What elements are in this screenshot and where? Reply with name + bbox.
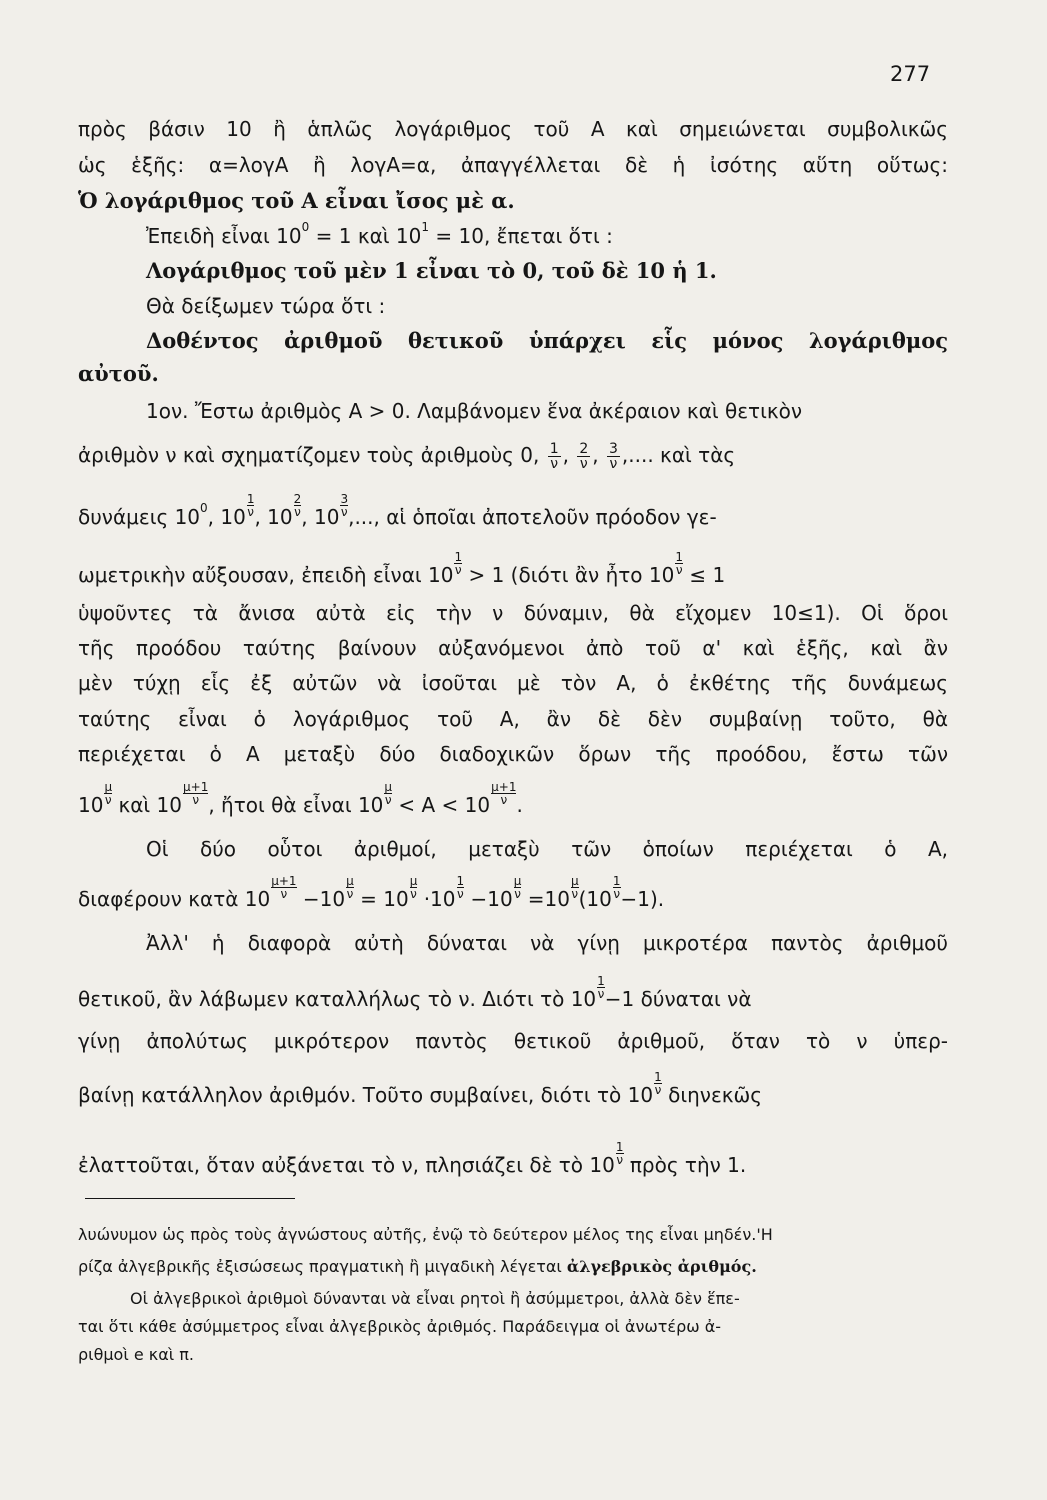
statement-line: Λογάριθμος τοῦ μὲν 1 εἶναι τὸ 0, τοῦ δὲ 10 ἡ 1. [146, 258, 717, 283]
text-line: Οἱ δύο οὗτοι ἀριθμοί, μεταξὺ τῶν ὁποίων περιέχεται ὁ Α, [146, 837, 948, 861]
text-line: δυνάμεις $10^0$, 10 $\frac{1}{\nu}$ , 10 $\frac{2}{\nu}$ , 10 $\frac{3}{\nu}$ ,..., αἱ ὁποῖαι ἀποτελοῦν πρόοδον γε- [78, 492, 717, 529]
text-line: ταύτης εἶναι ὁ λογάριθμος τοῦ Α, ἂν δὲ δὲν συμβαίνῃ τοῦτο, θὰ [78, 707, 948, 731]
text-line: θετικοῦ, ἂν λάβωμεν καταλλήλως τὸ ν. Διότι τὸ 10 $\frac{1}{\nu}$ −1 δύναται νὰ [78, 974, 752, 1011]
text-line: ὑψοῦντες τὰ ἄνισα αὐτὰ εἰς τὴν ν δύναμιν, θὰ εἴχομεν 10≤1). Οἱ ὅροι [78, 601, 948, 625]
footnote-line: λυώνυμον ὡς πρὸς τοὺς ἀγνώστους αὐτῆς, ἐνῷ τὸ δεύτερον μέλος της εἶναι μηδέν.'Η [78, 1225, 773, 1244]
fraction: $\frac{1}{\nu}$ [549, 441, 559, 472]
footnote-line: ται ὅτι κάθε ἀσύμμετρος εἶναι ἀλγεβρικὸς ἀριθμός. Παράδειγμα οἱ ἀνωτέρω ἀ- [78, 1317, 722, 1336]
footnote-divider [85, 1198, 295, 1199]
text-line: Ἀλλ' ἡ διαφορὰ αὐτὴ δύναται νὰ γίνῃ μικροτέρα παντὸς ἀριθμοῦ [146, 931, 948, 955]
text-line: ωμετρικὴν αὔξουσαν, ἐπειδὴ εἶναι 10 $\frac{1}{\nu}$ > 1 (διότι ἂν ἦτο 10 $\frac{1}{\nu}$ ≤ 1 [78, 550, 726, 587]
text-line: ὡς ἑξῆς: α=λογΑ ἢ λογΑ=α, ἀπαγγέλλεται δὲ ἡ ἰσότης αὕτη οὕτως: [78, 153, 948, 177]
footnote-line: Οἱ ἀλγεβρικοὶ ἀριθμοὶ δύνανται νὰ εἶναι ρητοὶ ἢ ἀσύμμετροι, ἀλλὰ δὲν ἕπε- [130, 1289, 740, 1308]
text-line: περιέχεται ὁ Α μεταξὺ δύο διαδοχικῶν ὅρων τῆς προόδου, ἔστω τῶν [78, 742, 948, 766]
footnote-line: ριθμοὶ e καὶ π. [78, 1345, 194, 1364]
text-line: γίνῃ ἀπολύτως μικρότερον παντὸς θετικοῦ ἀριθμοῦ, ὅταν τὸ ν ὑπερ- [78, 1029, 948, 1053]
text-line: βαίνῃ κατάλληλον ἀριθμόν. Τοῦτο συμβαίνει, διότι τὸ 10 $\frac{1}{\nu}$ διηνεκῶς [78, 1070, 763, 1107]
theorem-line: αὐτοῦ. [78, 361, 159, 386]
definition-heading: Ὁ λογάριθμος τοῦ Α εἶναι ἴσος μὲ α. [78, 188, 515, 213]
footnote-bold-term: ἀλγεβρικὸς ἀριθμός. [566, 1257, 757, 1276]
text-line: Θὰ δείξωμεν τώρα ὅτι : [146, 294, 386, 318]
text-line: ἐλαττοῦται, ὅταν αὐξάνεται τὸ ν, πλησιάζει δὲ τὸ 10 $\frac{1}{\nu}$ πρὸς τὴν 1. [78, 1140, 747, 1177]
fraction: $\frac{3}{\nu}$ [608, 441, 618, 472]
fraction: $\frac{2}{\nu}$ [579, 441, 589, 472]
text-line: 1ον. Ἔστω ἀριθμὸς Α > 0. Λαμβάνομεν ἕνα ἀκέραιον καὶ θετικὸν [146, 399, 803, 423]
text-line: 10 $\frac{\mu}{\nu}$ καὶ 10 $\frac{\mu+1}{\nu}$ , ἤτοι θὰ εἶναι 10 $\frac{\mu}{\nu}$ < Α < 10 $\frac{\mu+1}{\nu}$ . [78, 780, 523, 817]
theorem-line: Δοθέντος ἀριθμοῦ θετικοῦ ὑπάρχει εἷς μόνος λογάριθμος [146, 328, 948, 353]
text-line: ἀριθμὸν ν καὶ σχηματίζομεν τοὺς ἀριθμοὺς 0, $\frac{1}{\nu}$ , $\frac{2}{\nu}$ , $\frac{3}{\nu}$ ,.... καὶ τὰς [78, 441, 736, 472]
text-line: μὲν τύχῃ εἷς ἐξ αὐτῶν νὰ ἰσοῦται μὲ τὸν Α, ὁ ἐκθέτης τῆς δυνάμεως [78, 671, 948, 695]
text-line: τῆς προόδου ταύτης βαίνουν αὐξανόμενοι ἀπὸ τοῦ α' καὶ ἑξῆς, καὶ ἂν [78, 636, 948, 660]
text-line: Ἐπειδὴ εἶναι $10^0 = 1$ καὶ $10^1 = 10$, ἔπεται ὅτι : [146, 220, 613, 248]
footnote-line: ρίζα ἀλγεβρικῆς ἐξισώσεως πραγματικὴ ἢ μιγαδικὴ λέγεται ἀλγεβρικὸς ἀριθμός. [78, 1257, 757, 1276]
text-line: πρὸς βάσιν 10 ἢ ἁπλῶς λογάριθμος τοῦ Α καὶ σημειώνεται συμβολικῶς [78, 117, 948, 141]
equation-line: διαφέρουν κατὰ 10 $\frac{\mu+1}{\nu}$ −10 $\frac{\mu}{\nu}$ = 10 $\frac{\mu}{\nu}$ ·10 $\frac{1}{\nu}$ −10 $\frac{\mu}{\nu}$ =10 $\frac{\mu}{\nu}$ (10 $\frac{1}{\nu}$ −1). [78, 874, 665, 911]
page-number: 277 [890, 62, 931, 86]
